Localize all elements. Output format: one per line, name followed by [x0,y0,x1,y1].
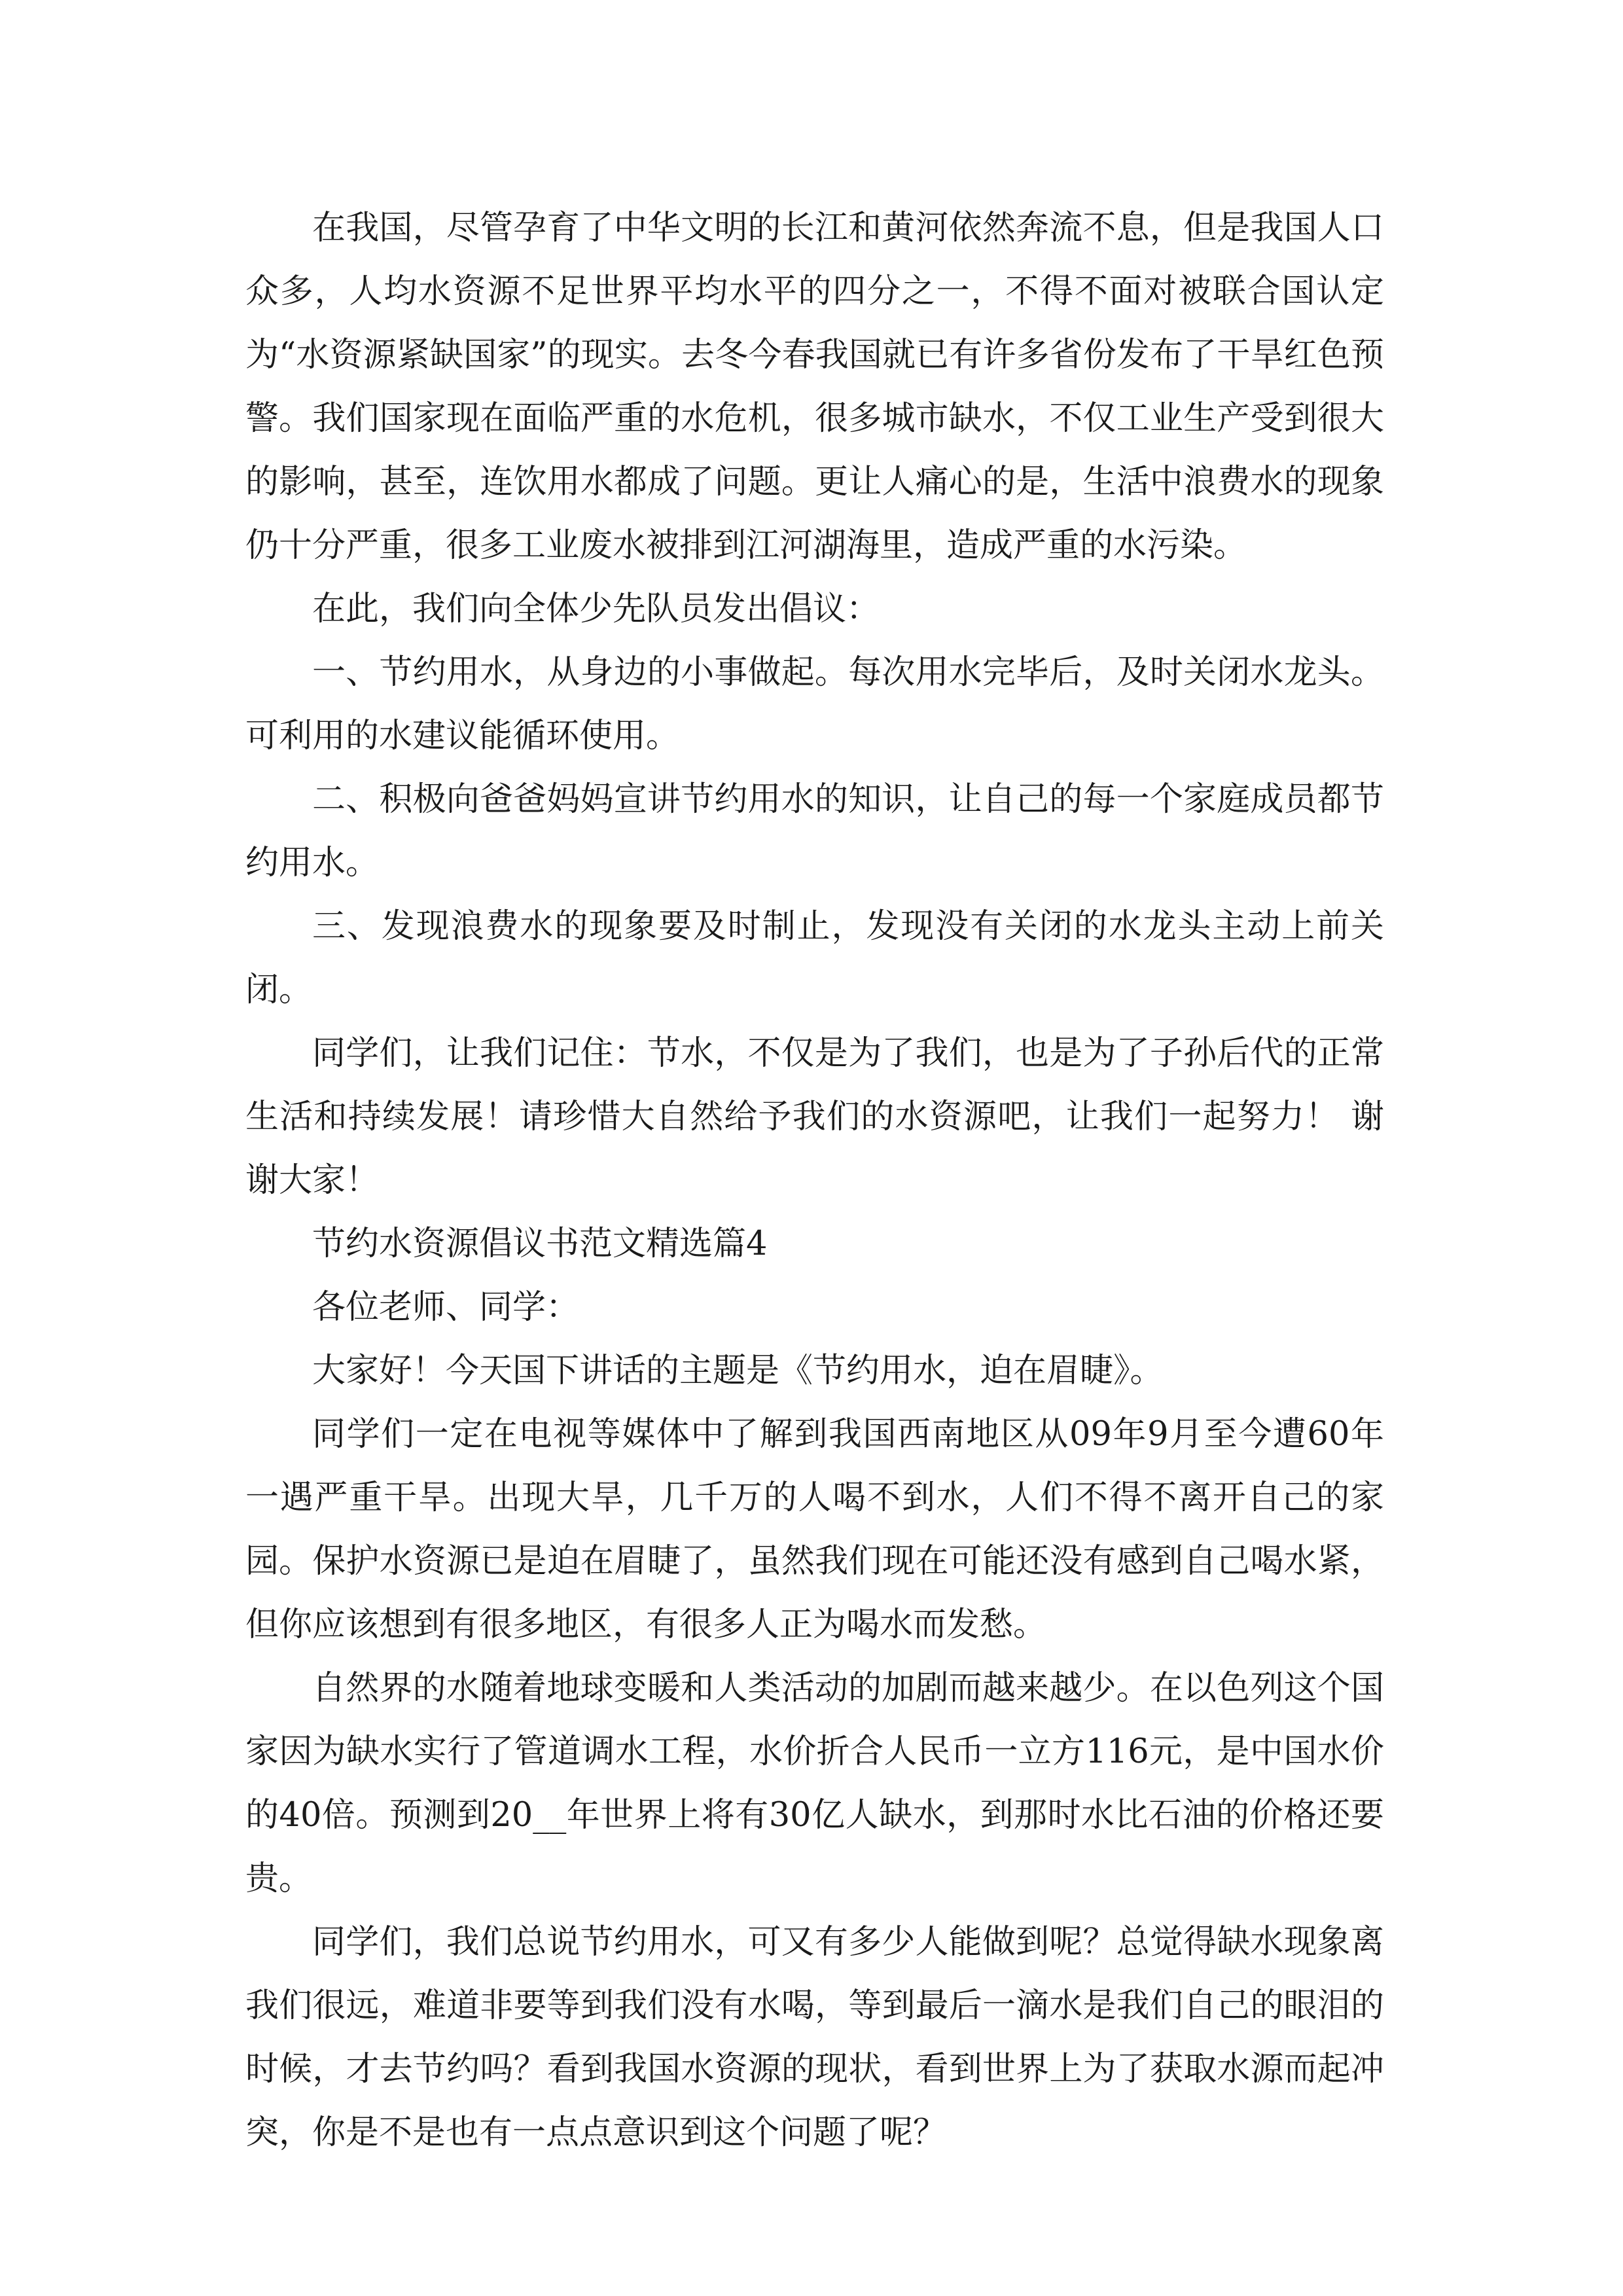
paragraph-greeting: 大家好！今天国下讲话的主题是《节约用水，迫在眉睫》。 [312,1352,1164,1390]
document-body [245,196,1384,2164]
paragraph-proposal-2: 二、积极向爸爸妈妈宣讲节约用水的知识，让自己的每一个家庭成员都节约用水。 [245,780,1384,882]
paragraph-nature-water: 自然界的水随着地球变暖和人类活动的加剧而越来越少。在以色列这个国家因为缺水实行了管道调水工程，水价折合人民币一立方116元，是中国水价的40倍。预测到20__年世界上将有30亿人缺水，到那时水比石油的价格还要贵。 [245,1669,1384,1898]
paragraph-drought: 同学们一定在电视等媒体中了解到我国西南地区从09年9月至今遭60年一遇严重干旱。出现大旱，几千万的人喝不到水，人们不得不离开自己的家园。保护水资源已是迫在眉睫了，虽然我们现在可能还没有感到自己喝水紧，但你应该想到有很多地区，有很多人正为喝水而发愁。 [245,1415,1384,1644]
paragraph-question: 同学们，我们总说节约用水，可又有多少人能做到呢？总觉得缺水现象离我们很远，难道非要等到我们没有水喝，等到最后一滴水是我们自己的眼泪的时候，才去节约吗？看到我国水资源的现状，看到世界上为了获取水源而起冲突，你是不是也有一点点意识到这个问题了呢？ [245,1923,1384,2152]
paragraph-proposal-intro: 在此，我们向全体少先队员发出倡议： [312,590,880,628]
paragraph-salutation: 各位老师、同学： [312,1288,580,1327]
paragraph-closing: 同学们，让我们记住：节水，不仅是为了我们，也是为了子孙后代的正常生活和持续发展！请珍惜大自然给予我们的水资源吧，让我们一起努力！ 谢谢大家！ [245,1034,1384,1200]
paragraph-proposal-3: 三、发现浪费水的现象要及时制止，发现没有关闭的水龙头主动上前关闭。 [245,907,1384,1009]
paragraph-water-situation: 在我国，尽管孕育了中华文明的长江和黄河依然奔流不息，但是我国人口众多，人均水资源不足世界平均水平的四分之一，不得不面对被联合国认定为“水资源紧缺国家”的现实。去冬今春我国就已有许多省份发布了干旱红色预警。我们国家现在面临严重的水危机，很多城市缺水，不仅工业生产受到很大的影响，甚至，连饮用水都成了问题。更让人痛心的是，生活中浪费水的现象仍十分严重，很多工业废水被排到江河湖海里，造成严重的水污染。 [245,209,1384,565]
section-heading: 节约水资源倡议书范文精选篇4 [312,1225,768,1263]
paragraph-proposal-1: 一、节约用水，从身边的小事做起。每次用水完毕后，及时关闭水龙头。可利用的水建议能循环使用。 [245,653,1384,755]
